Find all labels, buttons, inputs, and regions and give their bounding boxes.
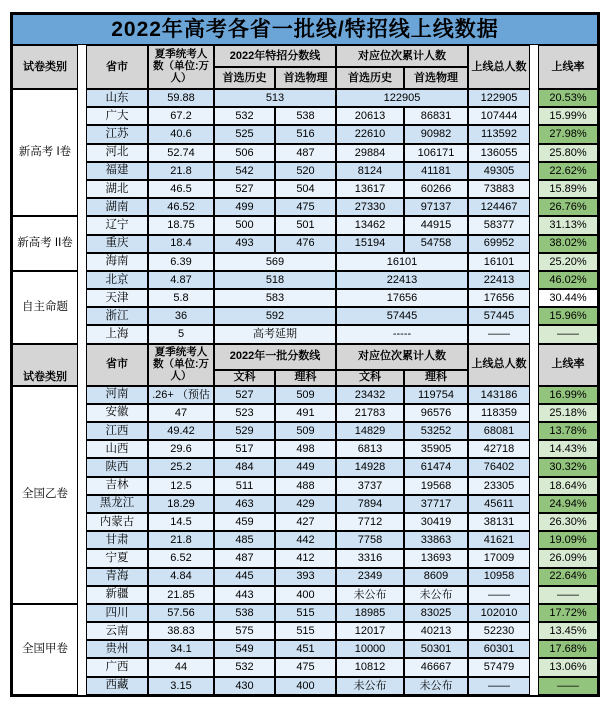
rate-cell: 25.18% <box>538 404 598 422</box>
province-cell: 广大 <box>86 107 148 125</box>
score-cell: 485 <box>214 531 275 549</box>
score-cell: 475 <box>275 658 336 676</box>
score-cell: 532 <box>214 658 275 676</box>
province-cell: 黑龙江 <box>86 495 148 513</box>
table-title: 2022年高考各省一批线/特招线上线数据 <box>12 14 598 45</box>
header-rank-group: 对应位次累计人数 <box>336 45 468 67</box>
total-cell: 57445 <box>468 307 530 325</box>
score-cell: 493 <box>214 235 275 253</box>
rank-cell: 8609 <box>404 568 468 586</box>
total-cell: 17009 <box>468 549 530 567</box>
header-score-sub-history: 文科 <box>214 370 275 386</box>
count-cell: 21.8 <box>148 531 214 549</box>
score-cell: 487 <box>275 144 336 162</box>
rate-cell: 13.06% <box>538 658 598 676</box>
rank-cell: 27330 <box>336 198 404 216</box>
header-score-sub-history: 首选历史 <box>214 67 275 89</box>
section-label: 全国甲卷 <box>12 604 78 695</box>
rank-cell: 14829 <box>336 422 404 440</box>
rank-cell: 33863 <box>404 531 468 549</box>
total-cell: 45611 <box>468 495 530 513</box>
score-cell: 491 <box>275 404 336 422</box>
rate-cell: 17.72% <box>538 604 598 622</box>
rank-cell: 46667 <box>404 658 468 676</box>
province-cell: 天津 <box>86 289 148 307</box>
score-cell: 538 <box>275 107 336 125</box>
header-rank-sub-history: 首选历史 <box>336 67 404 89</box>
rate-cell: 22.64% <box>538 568 598 586</box>
score-cell: 506 <box>214 144 275 162</box>
province-cell: 甘肃 <box>86 531 148 549</box>
count-cell: 12.5 <box>148 477 214 495</box>
rank-cell: 6813 <box>336 440 404 458</box>
rate-cell: —— <box>538 586 598 604</box>
score-cell: 517 <box>214 440 275 458</box>
count-cell: 21.85 <box>148 586 214 604</box>
total-cell: 23305 <box>468 477 530 495</box>
rate-cell: 26.30% <box>538 513 598 531</box>
province-cell: 江西 <box>86 422 148 440</box>
count-cell: 18.29 <box>148 495 214 513</box>
rank-cell: 8124 <box>336 162 404 180</box>
header-category: 试卷类别 <box>12 344 78 386</box>
score-cell: 523 <box>214 404 275 422</box>
rate-cell: 19.09% <box>538 531 598 549</box>
rank-cell: 90982 <box>404 125 468 143</box>
total-cell: 68081 <box>468 422 530 440</box>
province-cell: 云南 <box>86 622 148 640</box>
count-cell: 18.4 <box>148 235 214 253</box>
rate-cell: 13.78% <box>538 422 598 440</box>
rate-cell: 16.99% <box>538 386 598 404</box>
score-cell: 538 <box>214 604 275 622</box>
rank-cell: 未公布 <box>404 677 468 695</box>
total-cell: 17656 <box>468 289 530 307</box>
score-cell: 400 <box>275 586 336 604</box>
rate-cell: 30.44% <box>538 289 598 307</box>
province-cell: 山西 <box>86 440 148 458</box>
rate-cell: 46.02% <box>538 271 598 289</box>
count-cell: 47 <box>148 404 214 422</box>
total-cell: 143186 <box>468 386 530 404</box>
header-rank-group: 对应位次累计人数 <box>336 344 468 370</box>
rate-cell: 14.43% <box>538 440 598 458</box>
score-cell: 500 <box>214 216 275 234</box>
rank-cell: 96576 <box>404 404 468 422</box>
rank-cell: 19568 <box>404 477 468 495</box>
rank-cell: 119754 <box>404 386 468 404</box>
count-cell: 36 <box>148 307 214 325</box>
rank-cell: 15194 <box>336 235 404 253</box>
total-cell: 41621 <box>468 531 530 549</box>
total-cell: 58377 <box>468 216 530 234</box>
rank-cell: 41181 <box>404 162 468 180</box>
count-cell: 44 <box>148 658 214 676</box>
rank-cell: 17656 <box>336 289 468 307</box>
rate-cell: 26.76% <box>538 198 598 216</box>
province-cell: 重庆 <box>86 235 148 253</box>
score-cell: 549 <box>214 640 275 658</box>
province-cell: 新疆 <box>86 586 148 604</box>
rank-cell: 35905 <box>404 440 468 458</box>
rank-cell: 22610 <box>336 125 404 143</box>
header-score-sub-physics: 首选物理 <box>275 67 336 89</box>
province-cell: 湖南 <box>86 198 148 216</box>
total-cell: 102010 <box>468 604 530 622</box>
rank-cell: 44915 <box>404 216 468 234</box>
total-cell: 73883 <box>468 180 530 198</box>
province-cell: 河南 <box>86 386 148 404</box>
rate-cell: 25.80% <box>538 144 598 162</box>
header-rank-sub-physics: 理科 <box>404 370 468 386</box>
total-cell: 124467 <box>468 198 530 216</box>
rate-cell: 13.45% <box>538 622 598 640</box>
section-label: 全国乙卷 <box>12 386 78 604</box>
total-cell: 113592 <box>468 125 530 143</box>
score-cell: 529 <box>214 422 275 440</box>
header-count: 夏季统考人数（单位:万人） <box>148 45 214 89</box>
rank-cell: 21783 <box>336 404 404 422</box>
rank-cell: 未公布 <box>404 586 468 604</box>
rate-cell: 17.68% <box>538 640 598 658</box>
score-cell: 515 <box>275 622 336 640</box>
gaokao-table <box>10 12 600 697</box>
score-cell: 513 <box>214 89 336 107</box>
count-cell: 5.8 <box>148 289 214 307</box>
province-cell: 广西 <box>86 658 148 676</box>
rate-cell: 24.94% <box>538 495 598 513</box>
header-province: 省市 <box>86 344 148 386</box>
score-cell: 542 <box>214 162 275 180</box>
total-cell: 22413 <box>468 271 530 289</box>
province-cell: 福建 <box>86 162 148 180</box>
score-cell: 525 <box>214 125 275 143</box>
province-cell: 贵州 <box>86 640 148 658</box>
rate-cell: —— <box>538 677 598 695</box>
count-cell: 4.87 <box>148 271 214 289</box>
rank-cell: 2349 <box>336 568 404 586</box>
count-cell: 59.88 <box>148 89 214 107</box>
section-label: 新高考 II卷 <box>12 216 78 271</box>
province-cell: 内蒙古 <box>86 513 148 531</box>
header-total: 上线总人数 <box>468 344 530 386</box>
total-cell: —— <box>468 586 530 604</box>
total-cell: 49305 <box>468 162 530 180</box>
header-score-sub-physics: 理科 <box>275 370 336 386</box>
section-label: 自主命题 <box>12 271 78 344</box>
total-cell: 69952 <box>468 235 530 253</box>
score-cell: 高考延期 <box>214 325 336 343</box>
count-cell: 6.52 <box>148 549 214 567</box>
count-cell: 67.2 <box>148 107 214 125</box>
score-cell: 509 <box>275 386 336 404</box>
score-cell: 445 <box>214 568 275 586</box>
score-cell: 475 <box>275 198 336 216</box>
province-cell: 海南 <box>86 253 148 271</box>
score-cell: 518 <box>214 271 336 289</box>
rate-cell: 15.99% <box>538 107 598 125</box>
score-cell: 520 <box>275 162 336 180</box>
rank-cell: 16101 <box>336 253 468 271</box>
rank-cell: 未公布 <box>336 586 404 604</box>
header-category: 试卷类别 <box>12 45 78 89</box>
score-cell: 515 <box>275 604 336 622</box>
score-cell: 442 <box>275 531 336 549</box>
province-cell: 浙江 <box>86 307 148 325</box>
header-count: 夏季统考人数（单位:万人） <box>148 344 214 386</box>
rank-cell: 54758 <box>404 235 468 253</box>
rank-cell: 7758 <box>336 531 404 549</box>
total-cell: 136055 <box>468 144 530 162</box>
count-cell: 29.6 <box>148 440 214 458</box>
count-cell: 57.56 <box>148 604 214 622</box>
rank-cell: 30419 <box>404 513 468 531</box>
province-cell: 北京 <box>86 271 148 289</box>
province-cell: 山东 <box>86 89 148 107</box>
province-cell: 宁夏 <box>86 549 148 567</box>
rank-cell: 7712 <box>336 513 404 531</box>
header-score-group: 2022年一批分数线 <box>214 344 336 370</box>
score-cell: 498 <box>275 440 336 458</box>
province-cell: 吉林 <box>86 477 148 495</box>
rank-cell: 10812 <box>336 658 404 676</box>
rate-cell: 18.64% <box>538 477 598 495</box>
rate-cell: 27.98% <box>538 125 598 143</box>
province-cell: 江苏 <box>86 125 148 143</box>
province-cell: 四川 <box>86 604 148 622</box>
rate-cell: 38.02% <box>538 235 598 253</box>
rank-cell: 13617 <box>336 180 404 198</box>
section-label: 新高考 I卷 <box>12 89 78 216</box>
rank-cell: 61474 <box>404 458 468 476</box>
rank-cell: 106171 <box>404 144 468 162</box>
score-cell: 400 <box>275 677 336 695</box>
province-cell: 青海 <box>86 568 148 586</box>
province-cell: 湖北 <box>86 180 148 198</box>
score-cell: 449 <box>275 458 336 476</box>
total-cell: —— <box>468 325 530 343</box>
rank-cell: 122905 <box>336 89 468 107</box>
rank-cell: ----- <box>336 325 468 343</box>
rank-cell: 83025 <box>404 604 468 622</box>
rank-cell: 50301 <box>404 640 468 658</box>
count-cell: .26+ （预估 <box>148 386 214 404</box>
score-cell: 463 <box>214 495 275 513</box>
score-cell: 393 <box>275 568 336 586</box>
header-rate: 上线率 <box>538 45 598 89</box>
score-cell: 459 <box>214 513 275 531</box>
rank-cell: 18985 <box>336 604 404 622</box>
rank-cell: 60266 <box>404 180 468 198</box>
count-cell: 5 <box>148 325 214 343</box>
rank-cell: 13462 <box>336 216 404 234</box>
score-cell: 583 <box>214 289 336 307</box>
rate-cell: 20.53% <box>538 89 598 107</box>
rank-cell: 53252 <box>404 422 468 440</box>
rate-cell: —— <box>538 325 598 343</box>
count-cell: 18.75 <box>148 216 214 234</box>
header-province: 省市 <box>86 45 148 89</box>
count-cell: 40.6 <box>148 125 214 143</box>
header-rank-sub-history: 文科 <box>336 370 404 386</box>
count-cell: 4.84 <box>148 568 214 586</box>
score-cell: 488 <box>275 477 336 495</box>
rate-cell: 25.20% <box>538 253 598 271</box>
score-cell: 476 <box>275 235 336 253</box>
count-cell: 34.1 <box>148 640 214 658</box>
count-cell: 49.42 <box>148 422 214 440</box>
score-cell: 451 <box>275 640 336 658</box>
total-cell: 42718 <box>468 440 530 458</box>
province-cell: 安徽 <box>86 404 148 422</box>
score-cell: 575 <box>214 622 275 640</box>
header-rate: 上线率 <box>538 344 598 386</box>
rate-cell: 15.89% <box>538 180 598 198</box>
rank-cell: 23432 <box>336 386 404 404</box>
total-cell: 76402 <box>468 458 530 476</box>
count-cell: 3.15 <box>148 677 214 695</box>
score-cell: 429 <box>275 495 336 513</box>
score-cell: 516 <box>275 125 336 143</box>
score-cell: 487 <box>214 549 275 567</box>
score-cell: 504 <box>275 180 336 198</box>
province-cell: 西藏 <box>86 677 148 695</box>
total-cell: 57479 <box>468 658 530 676</box>
rank-cell: 22413 <box>336 271 468 289</box>
header-total: 上线总人数 <box>468 45 530 89</box>
score-cell: 499 <box>214 198 275 216</box>
total-cell: 60301 <box>468 640 530 658</box>
count-cell: 46.5 <box>148 180 214 198</box>
header-score-group: 2022年特招分数线 <box>214 45 336 67</box>
rank-cell: 37717 <box>404 495 468 513</box>
count-cell: 21.8 <box>148 162 214 180</box>
total-cell: —— <box>468 677 530 695</box>
total-cell: 52230 <box>468 622 530 640</box>
rate-cell: 15.96% <box>538 307 598 325</box>
count-cell: 6.39 <box>148 253 214 271</box>
score-cell: 484 <box>214 458 275 476</box>
rank-cell: 40213 <box>404 622 468 640</box>
total-cell: 122905 <box>468 89 530 107</box>
total-cell: 107444 <box>468 107 530 125</box>
rank-cell: 20613 <box>336 107 404 125</box>
rate-cell: 26.09% <box>538 549 598 567</box>
rank-cell: 13693 <box>404 549 468 567</box>
province-cell: 辽宁 <box>86 216 148 234</box>
rank-cell: 29884 <box>336 144 404 162</box>
count-cell: 38.83 <box>148 622 214 640</box>
score-cell: 509 <box>275 422 336 440</box>
total-cell: 118359 <box>468 404 530 422</box>
province-cell: 陕西 <box>86 458 148 476</box>
rank-cell: 97137 <box>404 198 468 216</box>
score-cell: 443 <box>214 586 275 604</box>
score-cell: 527 <box>214 386 275 404</box>
score-cell: 527 <box>214 180 275 198</box>
score-cell: 511 <box>214 477 275 495</box>
score-cell: 592 <box>214 307 336 325</box>
rank-cell: 12017 <box>336 622 404 640</box>
total-cell: 10958 <box>468 568 530 586</box>
rank-cell: 10000 <box>336 640 404 658</box>
score-cell: 569 <box>214 253 336 271</box>
rate-cell: 30.32% <box>538 458 598 476</box>
rank-cell: 未公布 <box>336 677 404 695</box>
header-rank-sub-physics: 首选物理 <box>404 67 468 89</box>
rank-cell: 57445 <box>336 307 468 325</box>
score-cell: 430 <box>214 677 275 695</box>
count-cell: 52.74 <box>148 144 214 162</box>
score-cell: 501 <box>275 216 336 234</box>
rate-cell: 22.62% <box>538 162 598 180</box>
rank-cell: 14928 <box>336 458 404 476</box>
rank-cell: 3316 <box>336 549 404 567</box>
rank-cell: 3737 <box>336 477 404 495</box>
score-cell: 427 <box>275 513 336 531</box>
total-cell: 16101 <box>468 253 530 271</box>
count-cell: 14.5 <box>148 513 214 531</box>
rank-cell: 7894 <box>336 495 404 513</box>
province-cell: 河北 <box>86 144 148 162</box>
total-cell: 38131 <box>468 513 530 531</box>
score-cell: 532 <box>214 107 275 125</box>
score-cell: 412 <box>275 549 336 567</box>
count-cell: 25.2 <box>148 458 214 476</box>
rank-cell: 86831 <box>404 107 468 125</box>
province-cell: 上海 <box>86 325 148 343</box>
count-cell: 46.52 <box>148 198 214 216</box>
rate-cell: 31.13% <box>538 216 598 234</box>
